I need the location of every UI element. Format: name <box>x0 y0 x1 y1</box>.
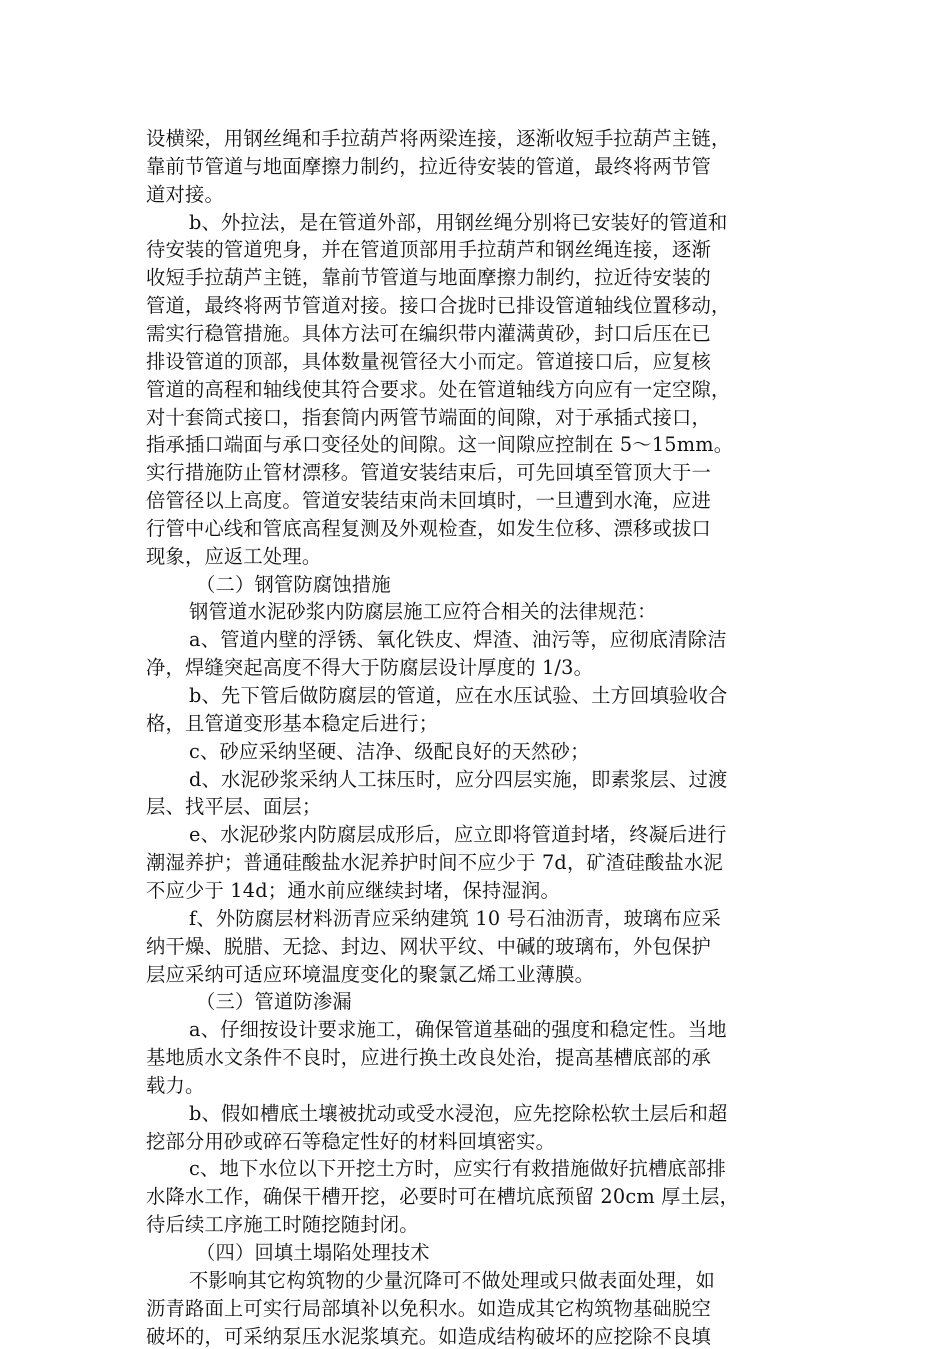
text-line: 需实行稳管措施。具体方法可在编织带内灌满黄砂，封口后压在已 <box>146 322 711 345</box>
text-line: 现象，应返工处理。 <box>146 545 322 568</box>
text-line: 水降水工作，确保干槽开挖，必要时可在槽坑底预留 20cm 厚土层， <box>146 1185 740 1208</box>
text-line: 层、找平层、面层； <box>146 795 322 818</box>
text-line: 不影响其它构筑物的少量沉降可不做处理或只做表面处理，如 <box>189 1269 715 1292</box>
text-line: 待安装的管道兜身，并在管道顶部用手拉葫芦和钢丝绳连接，逐渐 <box>146 238 711 261</box>
text-line: c、地下水位以下开挖土方时，应实行有救措施做好抗槽底部排 <box>189 1157 726 1180</box>
text-line: 实行措施防止管材漂移。管道安装结束后，可先回填至管顶大于一 <box>146 461 711 484</box>
text-line: 倍管径以上高度。管道安装结束尚未回填时，一旦遭到水淹，应进 <box>146 489 711 512</box>
text-line: 纳干燥、脱腊、无捻、封边、网状平纹、中碱的玻璃布，外包保护 <box>146 935 711 958</box>
section-heading: （四）回填土塌陷处理技术 <box>196 1241 430 1264</box>
text-line: 载力。 <box>146 1074 205 1097</box>
text-line: 对十套筒式接口，指套筒内两管节端面的间隙，对于承插式接口， <box>146 406 711 429</box>
text-line: 收短手拉葫芦主链，靠前节管道与地面摩擦力制约，拉近待安装的 <box>146 266 711 289</box>
text-line: 格，且管道变形基本稳定后进行； <box>146 712 439 735</box>
text-line: 道对接。 <box>146 183 224 206</box>
text-line: f、外防腐层材料沥青应采纳建筑 10 号石油沥青，玻璃布应采 <box>189 907 721 930</box>
text-line: 待后续工序施工时随挖随封闭。 <box>146 1213 419 1236</box>
text-line: b、假如槽底土壤被扰动或受水浸泡，应先挖除松软土层后和超 <box>189 1102 728 1125</box>
text-line: 指承插口端面与承口变径处的间隙。这一间隙应控制在 5～15mm。 <box>146 433 734 456</box>
text-line: c、砂应采纳坚硬、洁净、级配良好的天然砂； <box>189 740 590 763</box>
text-line: 破坏的，可采纳泵压水泥浆填充。如造成结构破坏的应挖除不良填 <box>146 1325 711 1348</box>
text-line: d、水泥砂浆采纳人工抹压时，应分四层实施，即素浆层、过渡 <box>189 768 728 791</box>
text-line: a、管道内壁的浮锈、氧化铁皮、焊渣、油污等，应彻底清除洁 <box>189 628 727 651</box>
text-line: 管道的高程和轴线使其符合要求。处在管道轴线方向应有一定空隙， <box>146 378 731 401</box>
text-line: 钢管道水泥砂浆内防腐层施工应符合相关的法律规范： <box>189 600 657 623</box>
text-line: 净，焊缝突起高度不得大于防腐层设计厚度的 1/3。 <box>146 656 594 679</box>
text-line: e、水泥砂浆内防腐层成形后，应立即将管道封堵，终凝后进行 <box>189 823 727 846</box>
text-line: b、先下管后做防腐层的管道，应在水压试验、土方回填验收合 <box>189 684 728 707</box>
text-line: 层应采纳可适应环境温度变化的聚氯乙烯工业薄膜。 <box>146 963 595 986</box>
text-line: 管道，最终将两节管道对接。接口合拢时已排设管道轴线位置移动， <box>146 294 731 317</box>
text-line: 靠前节管道与地面摩擦力制约，拉近待安装的管道，最终将两节管 <box>146 155 711 178</box>
text-line: 行管中心线和管底高程复测及外观检查，如发生位移、漂移或拔口 <box>146 517 711 540</box>
text-line: 不应少于 14d；通水前应继续封堵，保持湿润。 <box>146 879 560 902</box>
text-line: 潮湿养护；普通硅酸盐水泥养护时间不应少于 7d，矿渣硅酸盐水泥 <box>146 851 723 874</box>
text-line: 基地质水文条件不良时，应进行换土改良处治，提高基槽底部的承 <box>146 1046 711 1069</box>
text-line: a、仔细按设计要求施工，确保管道基础的强度和稳定性。当地 <box>189 1018 727 1041</box>
text-line: 排设管道的顶部，具体数量视管径大小而定。管道接口后，应复核 <box>146 350 711 373</box>
text-line: 沥青路面上可实行局部填补以免积水。如造成其它构筑物基础脱空 <box>146 1297 711 1320</box>
section-heading: （二）钢管防腐蚀措施 <box>196 573 391 596</box>
text-line: b、外拉法，是在管道外部，用钢丝绳分别将已安装好的管道和 <box>189 211 728 234</box>
section-heading: （三）管道防渗漏 <box>196 990 352 1013</box>
text-line: 挖部分用砂或碎石等稳定性好的材料回填密实。 <box>146 1130 556 1153</box>
text-line: 设横梁，用钢丝绳和手拉葫芦将两梁连接，逐渐收短手拉葫芦主链， <box>146 127 731 150</box>
